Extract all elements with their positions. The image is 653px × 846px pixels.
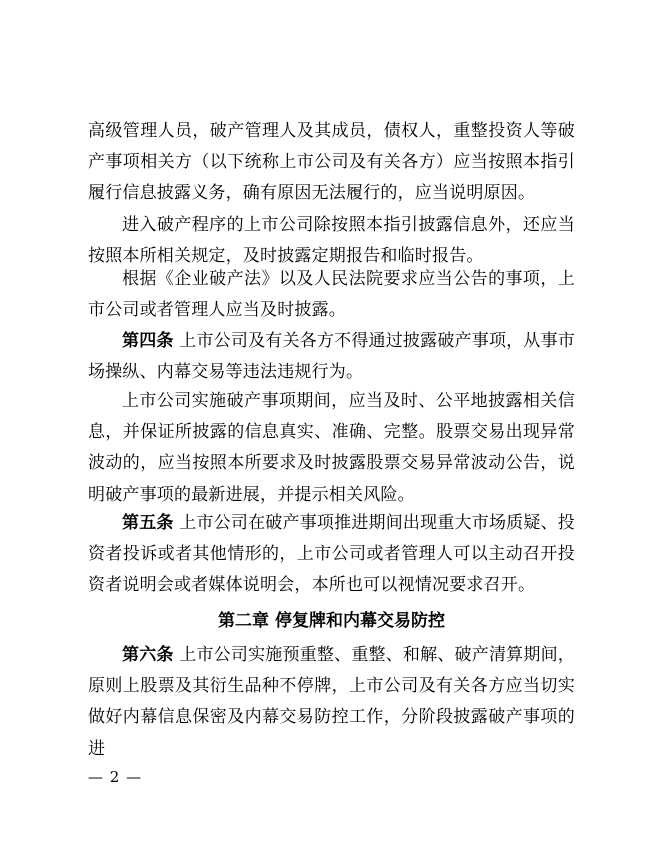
paragraph-officers-disclosure xyxy=(88,116,575,210)
paragraph-text: 上市公司及有关各方不得通过披露破产事项，从事市场操纵、内幕交易等违法违规行为。 xyxy=(88,331,575,383)
paragraph-text: 上市公司实施预重整、重整、和解、破产清算期间，原则上股票及其衍生品种不停牌，上市公司及有关各方应当切实做好内幕信息保密及内幕交易防控工作，分阶段披露破产事项的进 xyxy=(88,645,575,759)
paragraph-court-announcement xyxy=(88,264,575,326)
paragraph-fair-disclosure xyxy=(88,386,575,511)
paragraph-text: 进入破产程序的上市公司除按照本指引披露信息外，还应当按照本所相关规定，及时披露定期报告和临时报告。 xyxy=(88,215,575,267)
article-label: 第六条 xyxy=(122,645,174,665)
article-4 xyxy=(88,326,575,388)
page-number: — 2 — xyxy=(88,768,143,786)
paragraph-text: 上市公司在破产事项推进期间出现重大市场质疑、投资者投诉或者其他情形的，上市公司或者管理人可以主动召开投资者说明会或者媒体说明会，本所也可以视情况要求召开。 xyxy=(88,513,575,596)
paragraph-text: 上市公司实施破产事项期间，应当及时、公平地披露相关信息，并保证所披露的信息真实、准确、完整。股票交易出现异常波动的，应当按照本所要求及时披露股票交易异常波动公告，说明破产事项的最新进展，并提示相关风险。 xyxy=(88,391,575,505)
paragraph-text: 根据《企业破产法》以及人民法院要求应当公告的事项，上市公司或者管理人应当及时披露。 xyxy=(88,269,575,321)
article-6 xyxy=(88,640,575,765)
article-label: 第五条 xyxy=(122,513,174,533)
article-5 xyxy=(88,508,575,602)
paragraph-text: 高级管理人员，破产管理人及其成员，债权人，重整投资人等破产事项相关方（以下统称上市公司及有关各方）应当按照本指引履行信息披露义务，确有原因无法履行的，应当说明原因。 xyxy=(88,121,575,204)
chapter-heading: 第二章 停复牌和内幕交易防控 xyxy=(218,611,445,631)
article-label: 第四条 xyxy=(122,331,174,351)
